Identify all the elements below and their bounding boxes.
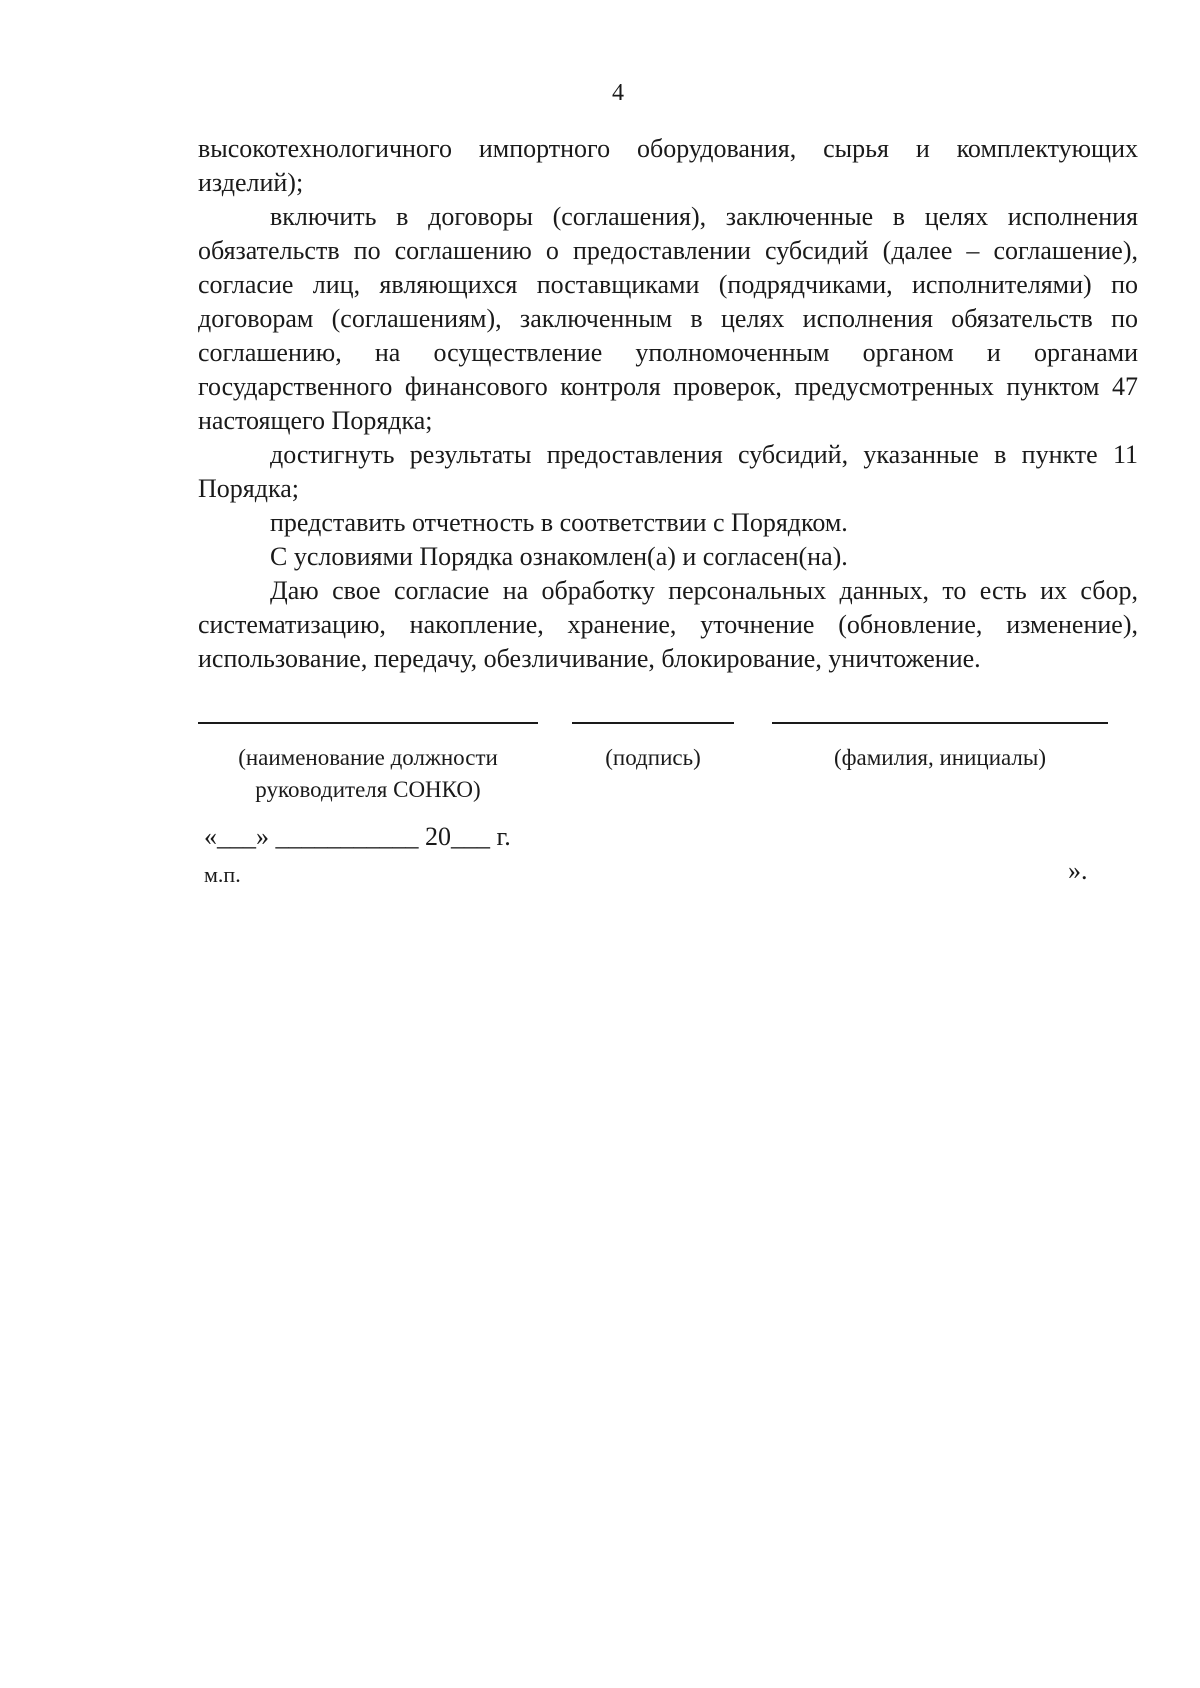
position-label: (наименование должности руководителя СОНКО) bbox=[238, 745, 498, 802]
name-signature-line bbox=[772, 722, 1108, 724]
stamp-label: м.п. bbox=[204, 862, 241, 887]
signature-line bbox=[572, 722, 734, 724]
page-number: 4 bbox=[612, 80, 624, 106]
paragraph-personal-data-consent: Даю свое согласие на обработку персональных данных, то есть их сбор, систематизацию, накопление, хранение, уточнение (обновление, изменение), использование, передачу, обезличивание, блокирование, уничтожение. bbox=[198, 576, 1138, 673]
paragraph-equipment: высокотехнологичного импортного оборудования, сырья и комплектующих изделий); bbox=[198, 134, 1138, 197]
paragraph-contracts: включить в договоры (соглашения), заключенные в целях исполнения обязательств по соглашению о предоставлении субсидий (далее – соглашение), согласие лиц, являющихся поставщиками (подрядчиками, исполнителями) по договорам (соглашениям), заключенным в целях исполнения обязательств по соглашению, на осуществление уполномоченным органом и органами государственного финансового контроля проверок, предусмотренных пунктом 47 настоящего Порядка; bbox=[198, 202, 1138, 435]
signature-label: (подпись) bbox=[605, 745, 701, 770]
closing-quote-mark: ». bbox=[1068, 856, 1088, 885]
paragraph-reporting: представить отчетность в соответствии с Порядком. bbox=[270, 508, 848, 537]
position-signature-line bbox=[198, 722, 538, 724]
date-line: «___» ___________ 20___ г. bbox=[204, 822, 511, 851]
paragraph-results: достигнуть результаты предоставления субсидий, указанные в пункте 11 Порядка; bbox=[198, 440, 1138, 503]
name-label: (фамилия, инициалы) bbox=[833, 745, 1047, 770]
body-text bbox=[198, 132, 1138, 676]
paragraph-conditions: С условиями Порядка ознакомлен(а) и согласен(на). bbox=[270, 542, 848, 571]
